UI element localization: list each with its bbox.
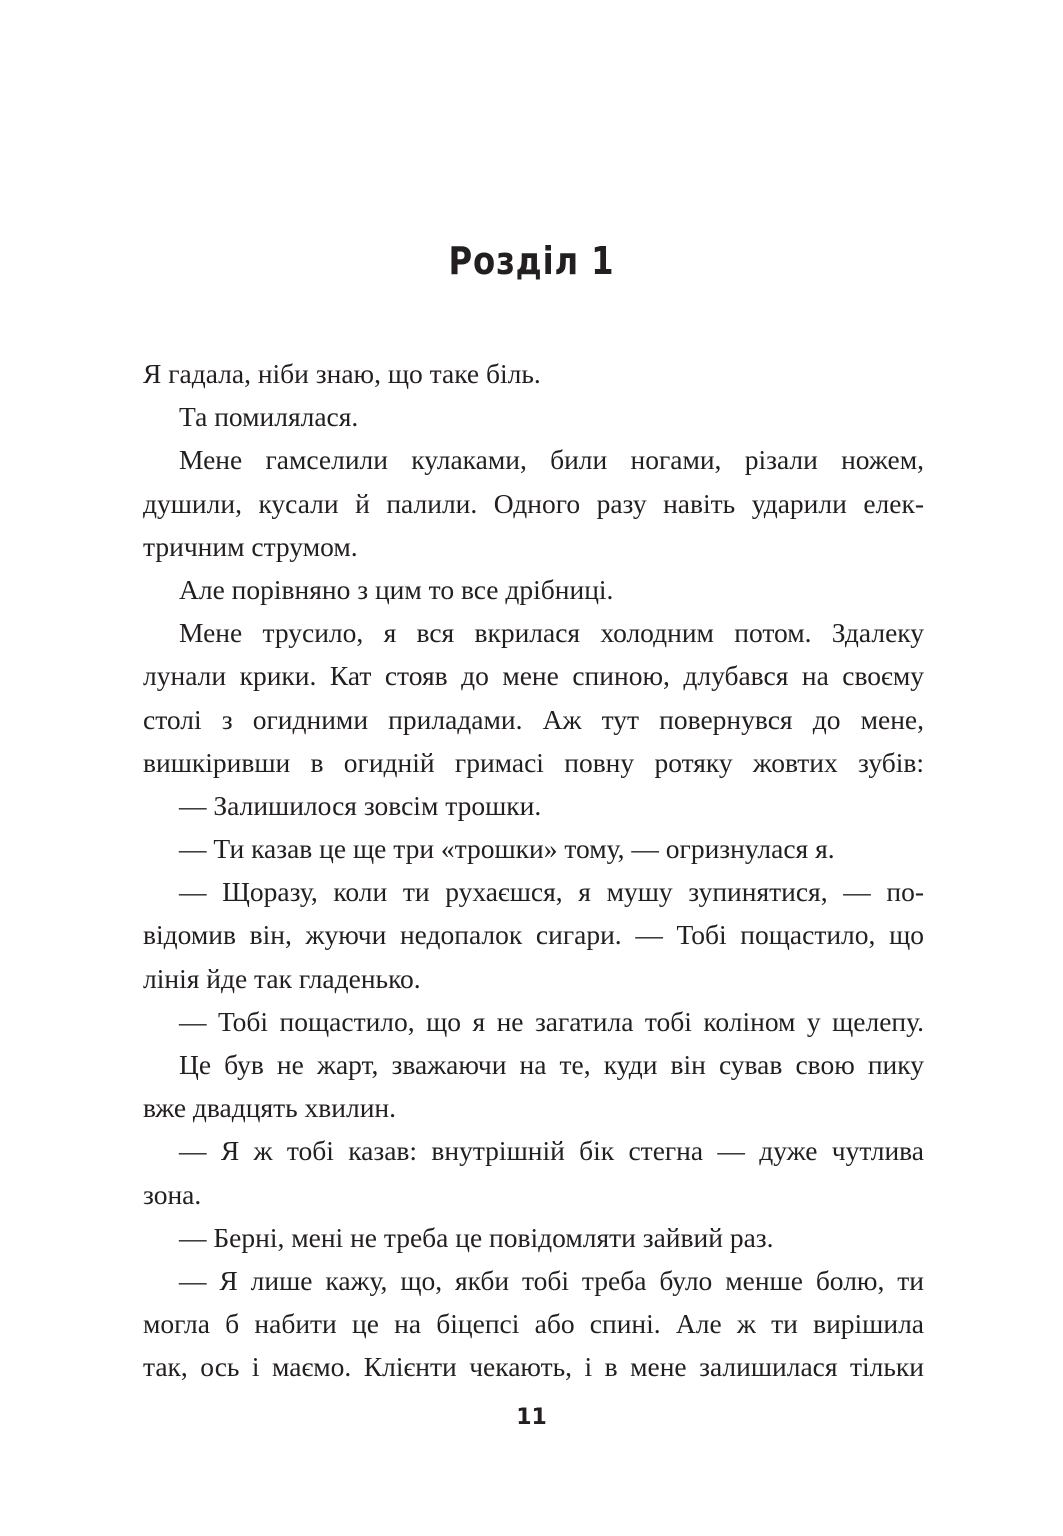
text-line: столі з огидними приладами. Аж тут повернувся до мене,: [143, 703, 924, 735]
text-line: тричним струмом.: [143, 530, 358, 562]
text-line: лінія йде так гладенько.: [143, 962, 421, 994]
text-line: — Ти казав це ще три «трошки» тому, — огризнулася я.: [179, 833, 835, 865]
text-line: лунали крики. Кат стояв до мене спиною, длубався на своєму: [143, 660, 924, 692]
chapter-title: Розділ 1: [448, 239, 615, 284]
text-line: душили, кусали й палили. Одного разу навіть ударили елек-: [143, 487, 924, 519]
text-line: Мене трусило, я вся вкрилася холодним потом. Здалеку: [179, 617, 924, 649]
text-line: — Я лише кажу, що, якби тобі треба було менше болю, ти: [179, 1264, 924, 1296]
text-line: — Тобі пощастило, що я не загатила тобі коліном у щелепу.: [179, 1005, 924, 1037]
text-line: Мене гамселили кулаками, били ногами, різали ножем,: [179, 444, 924, 476]
text-line: Але порівняно з цим то все дрібниці.: [179, 573, 614, 605]
text-line: — Берні, мені не треба це повідомляти зайвий раз.: [179, 1221, 774, 1253]
text-line: — Щоразу, коли ти рухаєшся, я мушу зупинятися, — по-: [179, 876, 924, 908]
text-line: — Я ж тобі казав: внутрішній бік стегна — дуже чутлива: [179, 1135, 924, 1167]
text-line: вишкіривши в огидній гримасі повну ротяку жовтих зубів:: [143, 746, 924, 778]
text-line: зона.: [143, 1178, 202, 1210]
text-line: Це був не жарт, зважаючи на те, куди він сував свою пику: [179, 1049, 924, 1080]
text-line: Я гадала, ніби знаю, що таке біль.: [143, 358, 541, 389]
text-line: — Залишилося зовсім трошки.: [179, 789, 542, 821]
text-line: Та помилялася.: [179, 401, 359, 433]
text-line: відомив він, жуючи недопалок сигари. — Тобі пощастило, що: [143, 919, 924, 951]
body-text: [143, 352, 924, 1389]
text-line: вже двадцять хвилин.: [143, 1092, 397, 1124]
text-line: так, ось і маємо. Клієнти чекають, і в мене залишилася тільки: [143, 1351, 924, 1383]
page-number: 11: [516, 1405, 547, 1430]
text-line: могла б набити це на біцепсі або спині. Але ж ти вирішила: [143, 1308, 924, 1340]
